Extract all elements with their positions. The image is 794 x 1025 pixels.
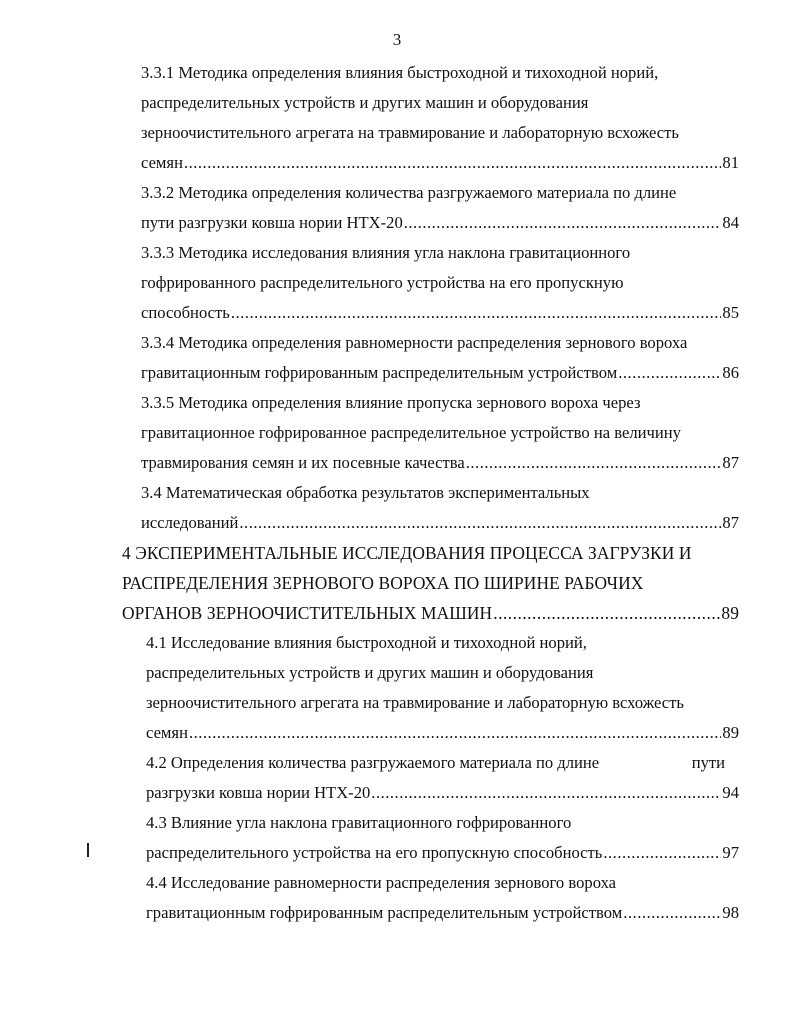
- toc-4-3-title-end: распределительного устройства на его пропускную способность: [146, 843, 603, 862]
- dot-leader: [493, 598, 720, 628]
- toc-3-3-1-line-2: распределительных устройств и других машин и оборудования: [141, 93, 589, 112]
- toc-4-2-line-1: [146, 748, 739, 778]
- toc-3-3-2-last-line[interactable]: [141, 208, 739, 238]
- dot-leader: [189, 718, 721, 748]
- toc-3-3-5-line-1: 3.3.5 Методика определения влияние пропуска зернового вороха через: [141, 393, 641, 412]
- toc-3-3-5-line-2: гравитационное гофрированное распределительное устройство на величину: [141, 423, 681, 442]
- page-number: 3: [392, 30, 402, 49]
- toc-4-2-last-line[interactable]: [146, 778, 739, 808]
- toc-3-3-1-line-1: 3.3.1 Методика определения влияния быстроходной и тихоходной норий,: [141, 63, 659, 82]
- toc-4-last-line[interactable]: [122, 598, 739, 628]
- dot-leader: [618, 358, 721, 388]
- dot-leader: [466, 448, 722, 478]
- toc-4-3-page: 97: [722, 843, 739, 862]
- toc-3-3-3-title-end: способность: [141, 303, 230, 322]
- toc-3-3-5-last-line[interactable]: [141, 448, 739, 478]
- toc-4-2-line-1-left: 4.2 Определения количества разгружаемого материала по длине: [146, 753, 600, 772]
- toc-4-1-page: 89: [722, 723, 739, 742]
- dot-leader: [603, 838, 721, 868]
- toc-3-4-title-end: исследований: [141, 513, 239, 532]
- toc-4-line-2: РАСПРЕДЕЛЕНИЯ ЗЕРНОВОГО ВОРОХА ПО ШИРИНЕ РАБОЧИХ: [122, 573, 644, 593]
- toc-4-1-title-end: семян: [146, 723, 188, 742]
- dot-leader: [623, 898, 721, 928]
- toc-3-3-2-page: 84: [722, 213, 739, 232]
- toc-4-3-last-line[interactable]: [146, 838, 739, 868]
- dot-leader: [184, 148, 721, 178]
- toc-3-3-2-title-end: пути разгрузки ковша нории НТХ-20: [141, 213, 403, 232]
- toc-4-2-page: 94: [722, 783, 739, 802]
- toc-4-1-line-2: распределительных устройств и других машин и оборудования: [146, 663, 594, 682]
- toc-4-2-title-end: разгрузки ковша нории НТХ-20: [146, 783, 371, 802]
- toc-3-3-3-line-1: 3.3.3 Методика исследования влияния угла наклона гравитационного: [141, 243, 631, 262]
- toc-3-3-3-last-line[interactable]: [141, 298, 739, 328]
- dot-leader: [239, 508, 721, 538]
- scan-margin-mark: [87, 843, 89, 857]
- toc-4-page: 89: [721, 603, 739, 623]
- toc-4-2-line-1-right: пути: [691, 753, 725, 772]
- toc-3-3-5-page: 87: [722, 453, 739, 472]
- toc-4-1-line-1: 4.1 Исследование влияния быстроходной и тихоходной норий,: [146, 633, 587, 652]
- toc-3-3-3-page: 85: [722, 303, 739, 322]
- toc-3-3-4-page: 86: [722, 363, 739, 382]
- toc-3-3-4-title-end: гравитационным гофрированным распределительным устройством: [141, 363, 618, 382]
- toc-3-3-4-line-1: 3.3.4 Методика определения равномерности распределения зернового вороха: [141, 333, 688, 352]
- toc-4-line-1: 4 ЭКСПЕРИМЕНТАЛЬНЫЕ ИССЛЕДОВАНИЯ ПРОЦЕССА ЗАГРУЗКИ И: [122, 543, 692, 563]
- toc-3-4-page: 87: [722, 513, 739, 532]
- toc-3-3-4-last-line[interactable]: [141, 358, 739, 388]
- toc-4-4-title-end: гравитационным гофрированным распределительным устройством: [146, 903, 623, 922]
- toc-4-3-line-1: 4.3 Влияние угла наклона гравитационного гофрированного: [146, 813, 572, 832]
- toc-3-3-5-title-end: травмирования семян и их посевные качества: [141, 453, 465, 472]
- toc-4-title-end: ОРГАНОВ ЗЕРНООЧИСТИТЕЛЬНЫХ МАШИН: [122, 603, 493, 623]
- toc-3-3-3-line-2: гофрированного распределительного устройства на его пропускную: [141, 273, 624, 292]
- toc-4-1-line-3: зерноочистительного агрегата на травмирование и лабораторную всхожесть: [146, 693, 684, 712]
- toc-3-3-2-line-1: 3.3.2 Методика определения количества разгружаемого материала по длине: [141, 183, 677, 202]
- toc-4-4-page: 98: [722, 903, 739, 922]
- toc-3-3-1-page: 81: [722, 153, 739, 172]
- toc-3-3-1-last-line[interactable]: [141, 148, 739, 178]
- toc-3-4-last-line[interactable]: [141, 508, 739, 538]
- toc-4-4-last-line[interactable]: [146, 898, 739, 928]
- dot-leader: [371, 778, 721, 808]
- dot-leader: [231, 298, 722, 328]
- toc-3-3-1-line-3: зерноочистительного агрегата на травмирование и лабораторную всхожесть: [141, 123, 679, 142]
- toc-3-4-line-1: 3.4 Математическая обработка результатов экспериментальных: [141, 483, 590, 502]
- toc-4-4-line-1: 4.4 Исследование равномерности распределения зернового вороха: [146, 873, 617, 892]
- dot-leader: [404, 208, 722, 238]
- toc-3-3-1-title-end: семян: [141, 153, 183, 172]
- toc-4-1-last-line[interactable]: [146, 718, 739, 748]
